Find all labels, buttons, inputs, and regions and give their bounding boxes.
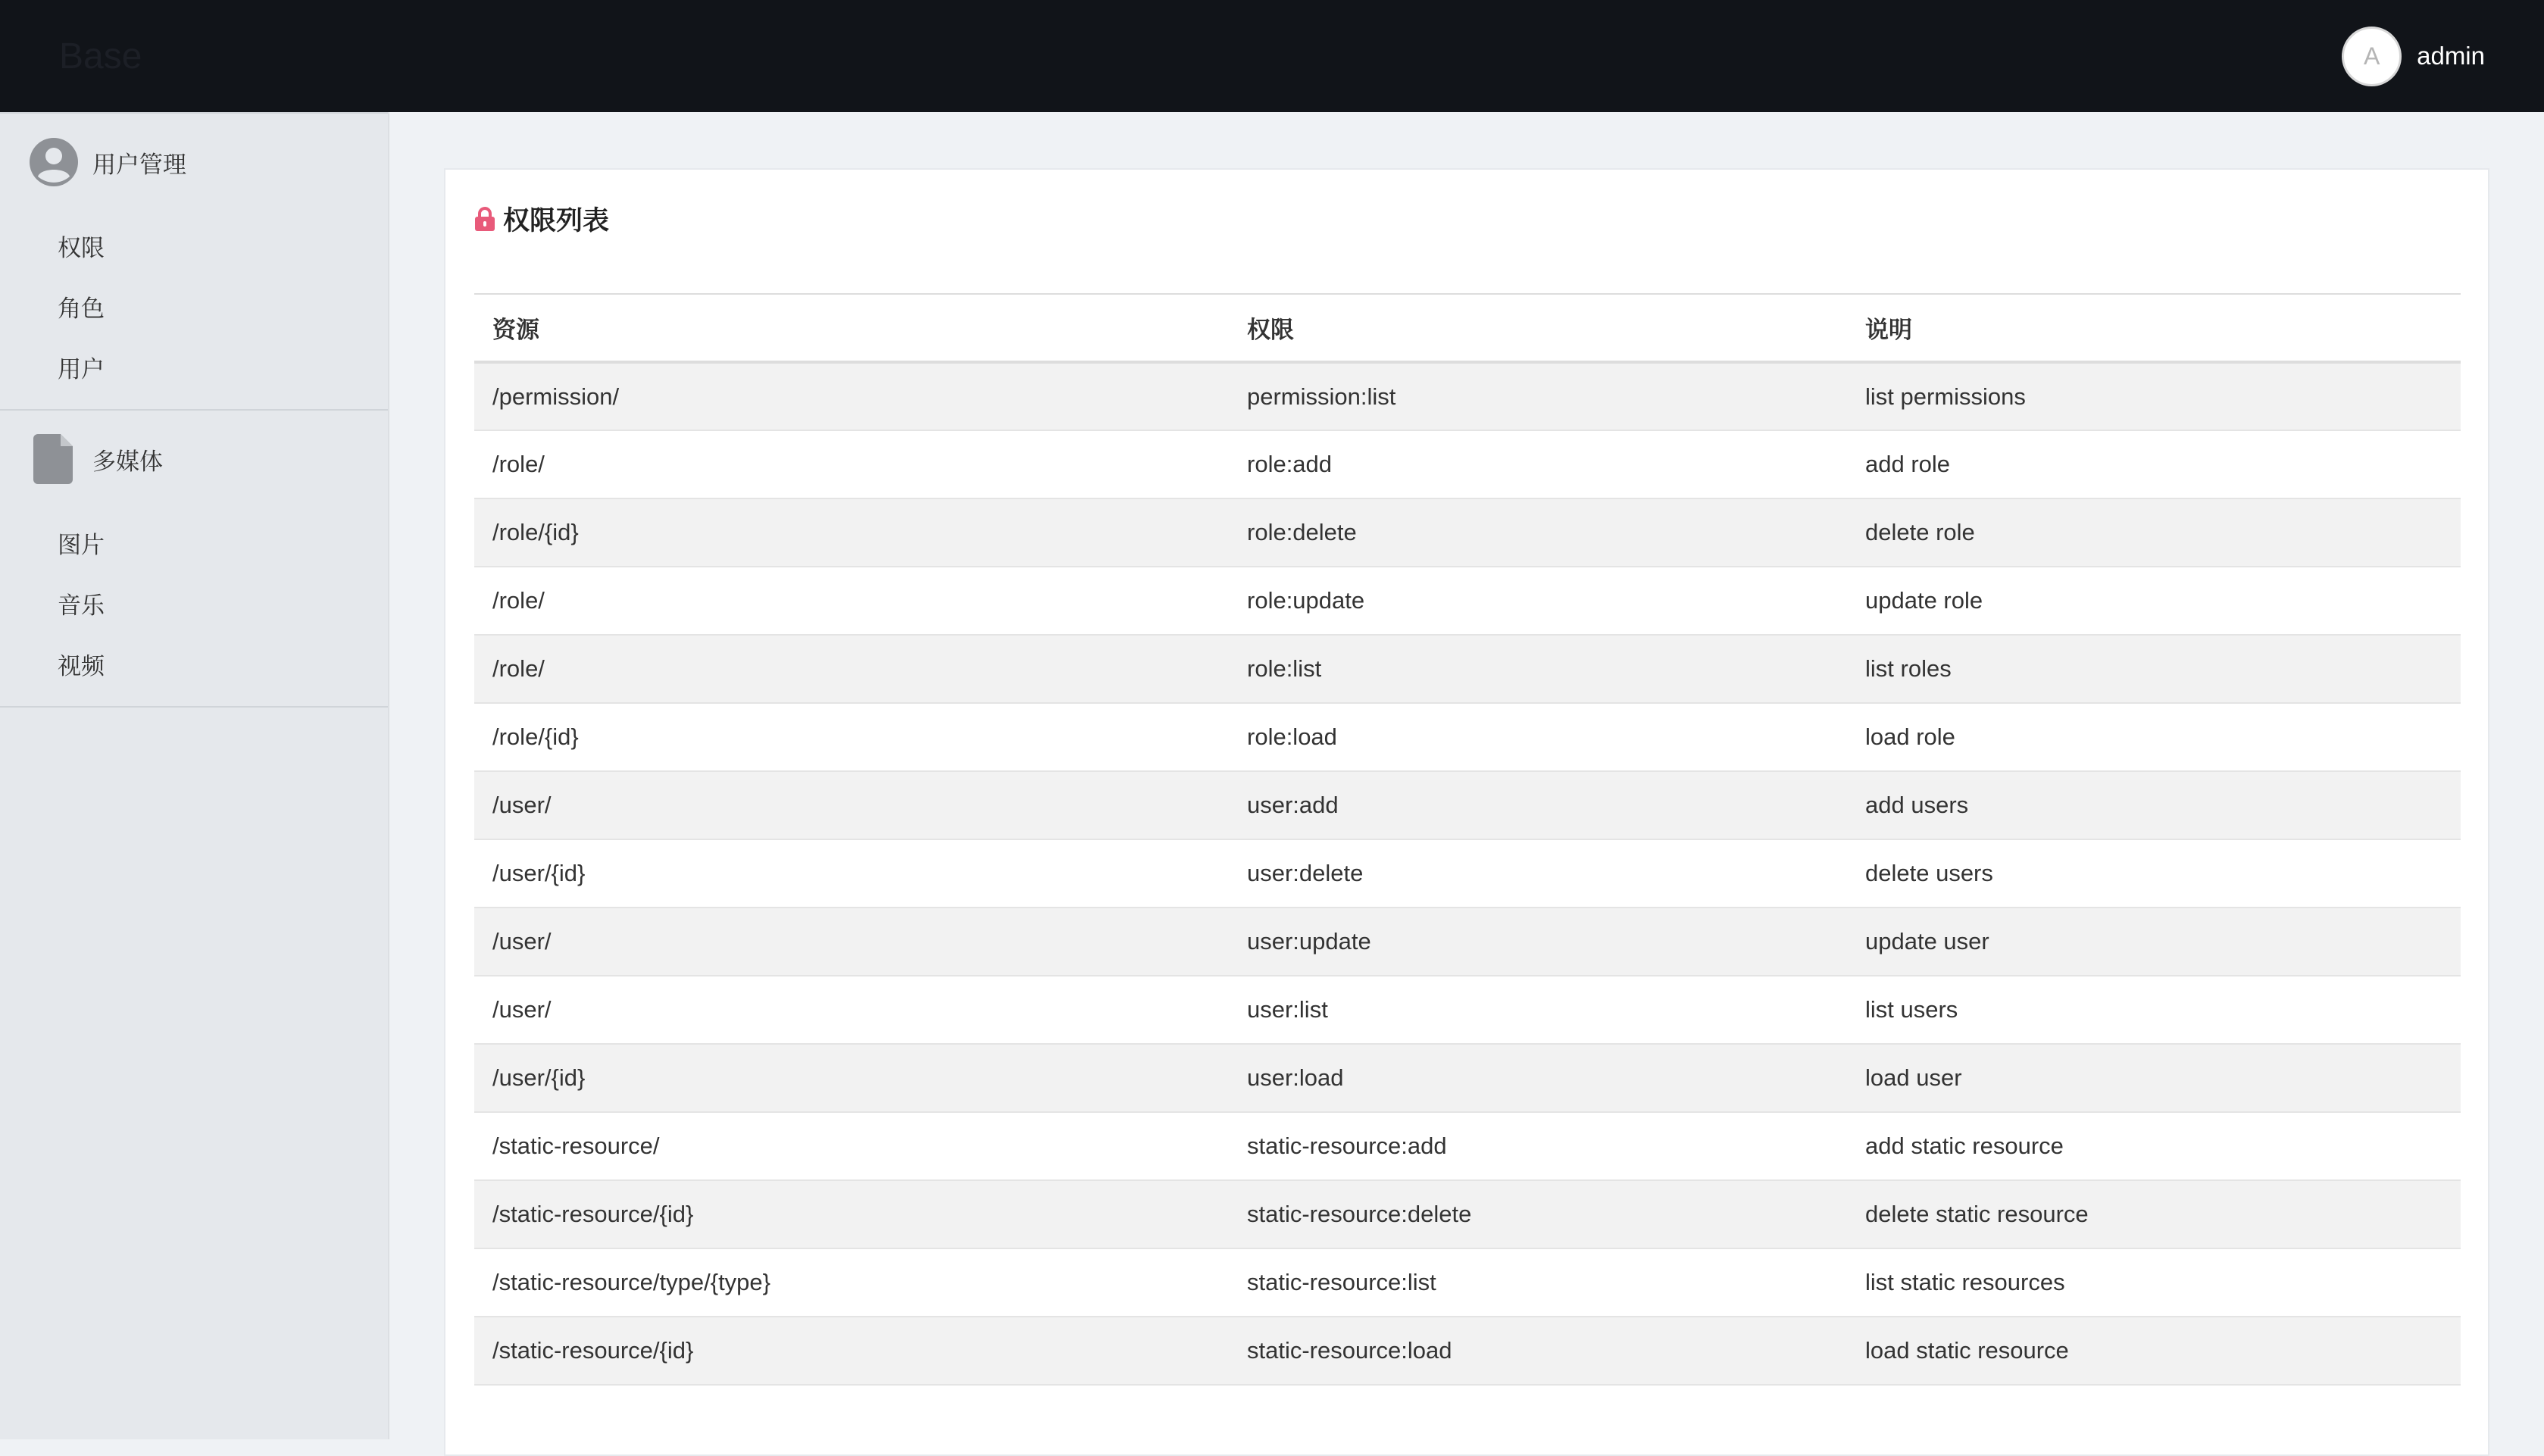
sidebar-group-label: 多媒体 xyxy=(92,448,163,476)
cell-permission: user:update xyxy=(1229,908,1847,976)
column-header-permission: 权限 xyxy=(1229,294,1847,362)
cell-permission: static-resource:load xyxy=(1229,1317,1847,1385)
table-row[interactable] xyxy=(474,635,2461,703)
user-circle-icon xyxy=(29,137,79,187)
table-row[interactable] xyxy=(474,976,2461,1044)
sidebar-group-multimedia xyxy=(0,409,388,708)
cell-resource: /role/ xyxy=(474,635,1229,703)
column-header-resource: 资源 xyxy=(474,294,1229,362)
cell-permission: static-resource:list xyxy=(1229,1248,1847,1317)
permission-panel xyxy=(444,168,2489,1456)
table-row[interactable] xyxy=(474,362,2461,430)
cell-resource: /permission/ xyxy=(474,362,1229,430)
table-row[interactable] xyxy=(474,771,2461,839)
sidebar-group-user-management xyxy=(0,112,388,409)
sidebar-item-permissions[interactable]: 权限 xyxy=(58,234,105,262)
brand-logo[interactable]: Base xyxy=(59,36,142,77)
sidebar-item-images[interactable]: 图片 xyxy=(58,531,105,559)
sidebar-item-roles[interactable]: 角色 xyxy=(58,295,105,323)
table-row[interactable] xyxy=(474,908,2461,976)
cell-description: list users xyxy=(1847,976,2461,1044)
avatar[interactable]: A xyxy=(2342,27,2402,86)
cell-permission: role:load xyxy=(1229,703,1847,771)
sidebar-item-video[interactable]: 视频 xyxy=(58,652,105,680)
cell-description: delete static resource xyxy=(1847,1180,2461,1248)
sidebar-group-label: 用户管理 xyxy=(92,151,186,179)
user-menu[interactable] xyxy=(2342,27,2485,86)
table-row[interactable] xyxy=(474,1180,2461,1248)
table-row[interactable] xyxy=(474,1317,2461,1385)
cell-description: delete users xyxy=(1847,839,2461,908)
table-row[interactable] xyxy=(474,703,2461,771)
cell-description: add role xyxy=(1847,430,2461,498)
cell-description: delete role xyxy=(1847,498,2461,567)
cell-description: update role xyxy=(1847,567,2461,635)
cell-resource: /static-resource/{id} xyxy=(474,1317,1229,1385)
column-header-description: 说明 xyxy=(1847,294,2461,362)
sidebar-item-music[interactable]: 音乐 xyxy=(58,592,105,620)
cell-resource: /role/{id} xyxy=(474,703,1229,771)
cell-permission: role:add xyxy=(1229,430,1847,498)
cell-resource: /role/ xyxy=(474,567,1229,635)
sidebar-group-header[interactable] xyxy=(0,432,388,486)
cell-resource: /static-resource/type/{type} xyxy=(474,1248,1229,1317)
cell-permission: user:load xyxy=(1229,1044,1847,1112)
username[interactable]: admin xyxy=(2417,42,2485,70)
table-row[interactable] xyxy=(474,430,2461,498)
panel-title: 权限列表 xyxy=(503,206,610,236)
cell-resource: /role/{id} xyxy=(474,498,1229,567)
cell-permission: static-resource:delete xyxy=(1229,1180,1847,1248)
cell-resource: /user/{id} xyxy=(474,839,1229,908)
sidebar-item-users[interactable]: 用户 xyxy=(58,355,105,383)
cell-description: load static resource xyxy=(1847,1317,2461,1385)
table-row[interactable] xyxy=(474,498,2461,567)
cell-permission: user:add xyxy=(1229,771,1847,839)
cell-permission: user:delete xyxy=(1229,839,1847,908)
cell-permission: static-resource:add xyxy=(1229,1112,1847,1180)
cell-resource: /user/ xyxy=(474,771,1229,839)
table-row[interactable] xyxy=(474,839,2461,908)
cell-resource: /static-resource/ xyxy=(474,1112,1229,1180)
cell-resource: /user/{id} xyxy=(474,1044,1229,1112)
cell-permission: permission:list xyxy=(1229,362,1847,430)
file-icon xyxy=(29,434,79,484)
cell-description: update user xyxy=(1847,908,2461,976)
cell-permission: role:list xyxy=(1229,635,1847,703)
table-row[interactable] xyxy=(474,567,2461,635)
cell-description: list permissions xyxy=(1847,362,2461,430)
table-row[interactable] xyxy=(474,1044,2461,1112)
permission-table xyxy=(474,293,2461,1386)
table-header-row xyxy=(474,294,2461,362)
panel-header xyxy=(474,200,609,238)
cell-description: load role xyxy=(1847,703,2461,771)
cell-resource: /user/ xyxy=(474,976,1229,1044)
permission-table-wrap xyxy=(474,293,2461,1386)
cell-description: add static resource xyxy=(1847,1112,2461,1180)
cell-permission: role:delete xyxy=(1229,498,1847,567)
cell-description: list static resources xyxy=(1847,1248,2461,1317)
table-row[interactable] xyxy=(474,1112,2461,1180)
cell-resource: /role/ xyxy=(474,430,1229,498)
table-row[interactable] xyxy=(474,1248,2461,1317)
cell-resource: /user/ xyxy=(474,908,1229,976)
cell-permission: role:update xyxy=(1229,567,1847,635)
lock-icon xyxy=(474,206,495,232)
cell-description: load user xyxy=(1847,1044,2461,1112)
sidebar xyxy=(0,112,389,1439)
cell-description: add users xyxy=(1847,771,2461,839)
top-navbar xyxy=(0,0,2544,112)
cell-description: list roles xyxy=(1847,635,2461,703)
sidebar-group-header[interactable] xyxy=(0,135,388,189)
cell-permission: user:list xyxy=(1229,976,1847,1044)
cell-resource: /static-resource/{id} xyxy=(474,1180,1229,1248)
table-body xyxy=(474,362,2461,1385)
